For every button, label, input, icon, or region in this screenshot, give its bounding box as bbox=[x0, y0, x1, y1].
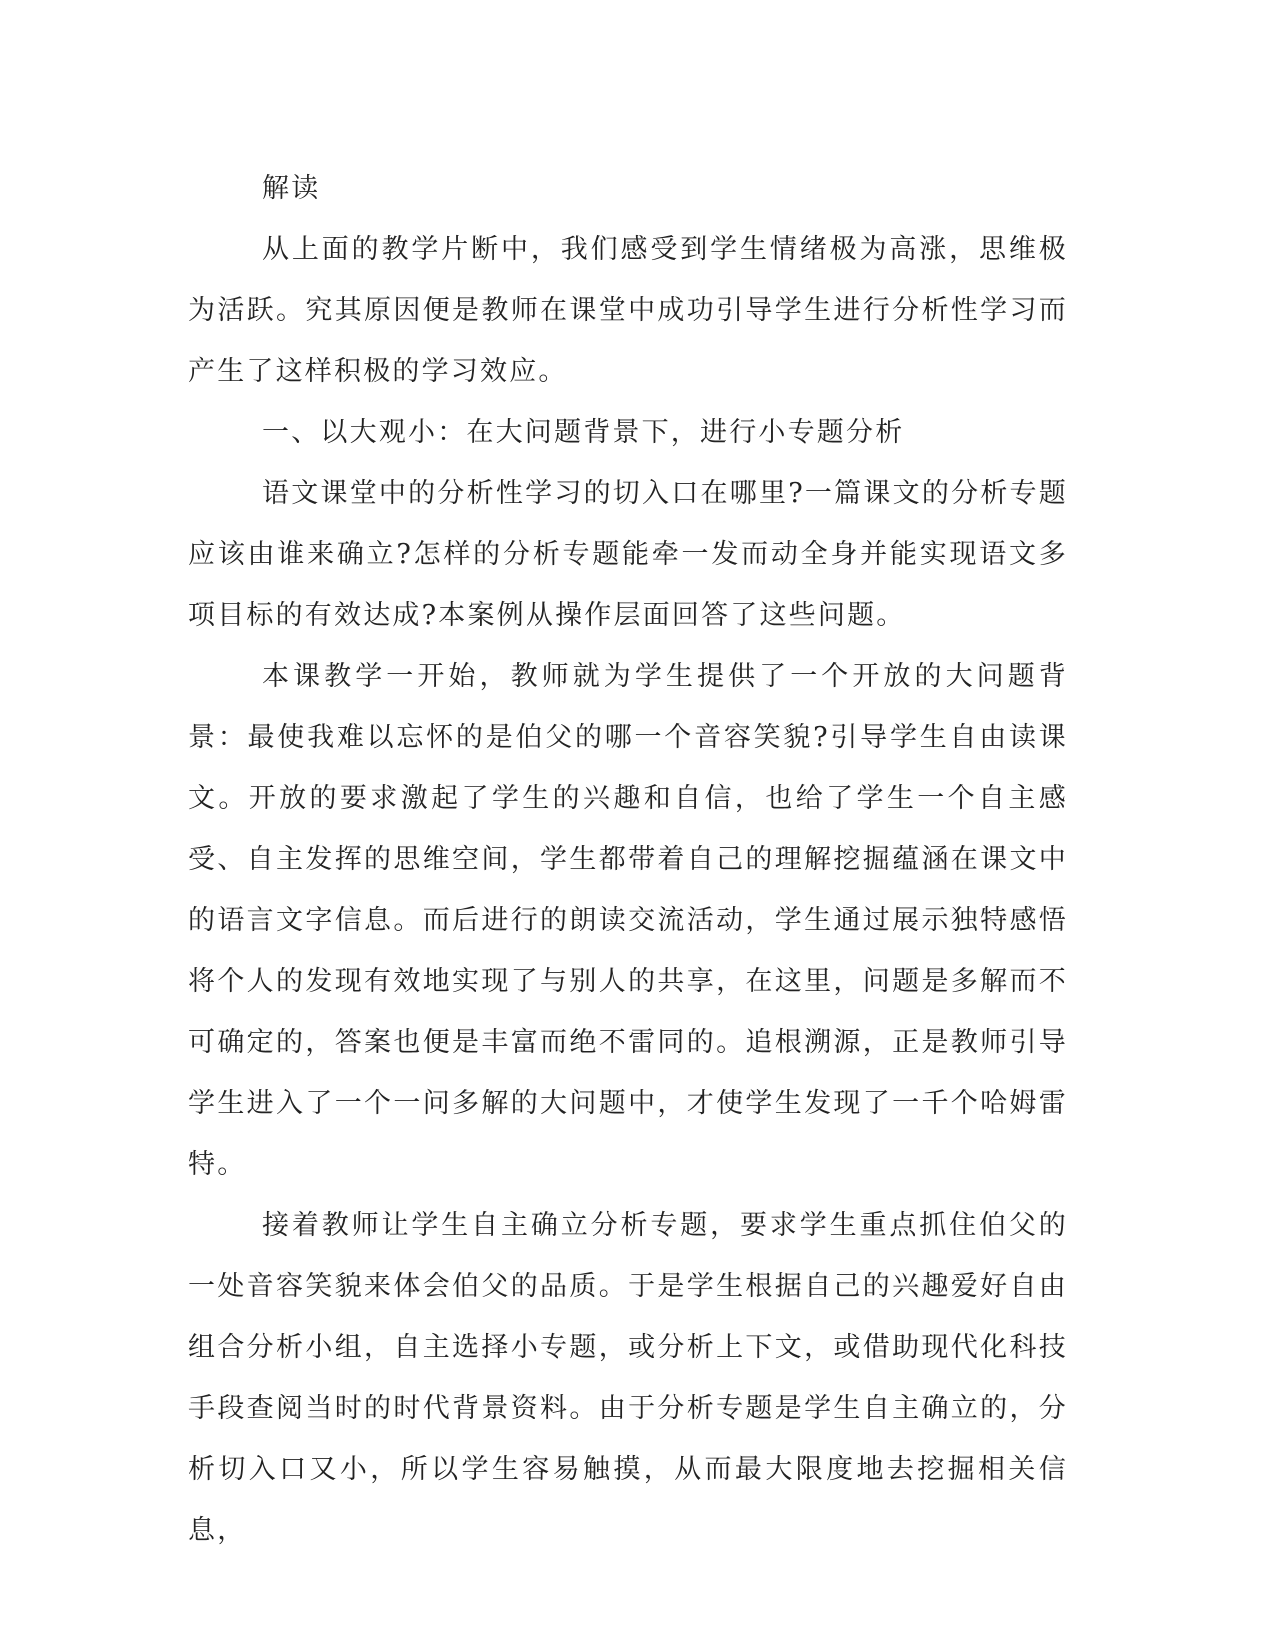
paragraph-lesson-start: 本课教学一开始，教师就为学生提供了一个开放的大问题背景：最使我难以忘怀的是伯父的哪一个音容笑貌?引导学生自由读课文。开放的要求激起了学生的兴趣和自信，也给了学生一个自主感受、自主发挥的思维空间，学生都带着自己的理解挖掘蕴涵在课文中的语言文字信息。而后进行的朗读交流活动，学生通过展示独特感悟将个人的发现有效地实现了与别人的共享，在这里，问题是多解而不可确定的，答案也便是丰富而绝不雷同的。追根溯源，正是教师引导学生进入了一个一问多解的大问题中，才使学生发现了一千个哈姆雷特。 bbox=[188, 661, 1068, 1180]
paragraph-questions: 语文课堂中的分析性学习的切入口在哪里?一篇课文的分析专题应该由谁来确立?怎样的分析专题能牵一发而动全身并能实现语文多项目标的有效达成?本案例从操作层面回答了这些问题。 bbox=[188, 478, 1068, 631]
paragraph-intro: 从上面的教学片断中，我们感受到学生情绪极为高涨，思维极为活跃。究其原因便是教师在课堂中成功引导学生进行分析性学习而产生了这样积极的学习效应。 bbox=[188, 234, 1068, 387]
paragraph-topic-selection: 接着教师让学生自主确立分析专题，要求学生重点抓住伯父的一处音容笑貌来体会伯父的品质。于是学生根据自己的兴趣爱好自由组合分析小组，自主选择小专题，或分析上下文，或借助现代化科技手段查阅当时的时代背景资料。由于分析专题是学生自主确立的，分析切入口又小，所以学生容易触摸，从而最大限度地去挖掘相关信息， bbox=[188, 1210, 1068, 1546]
section-heading: 一、以大观小：在大问题背景下，进行小专题分析 bbox=[262, 417, 905, 448]
document-body bbox=[188, 158, 1068, 1561]
section-label: 解读 bbox=[262, 173, 321, 204]
